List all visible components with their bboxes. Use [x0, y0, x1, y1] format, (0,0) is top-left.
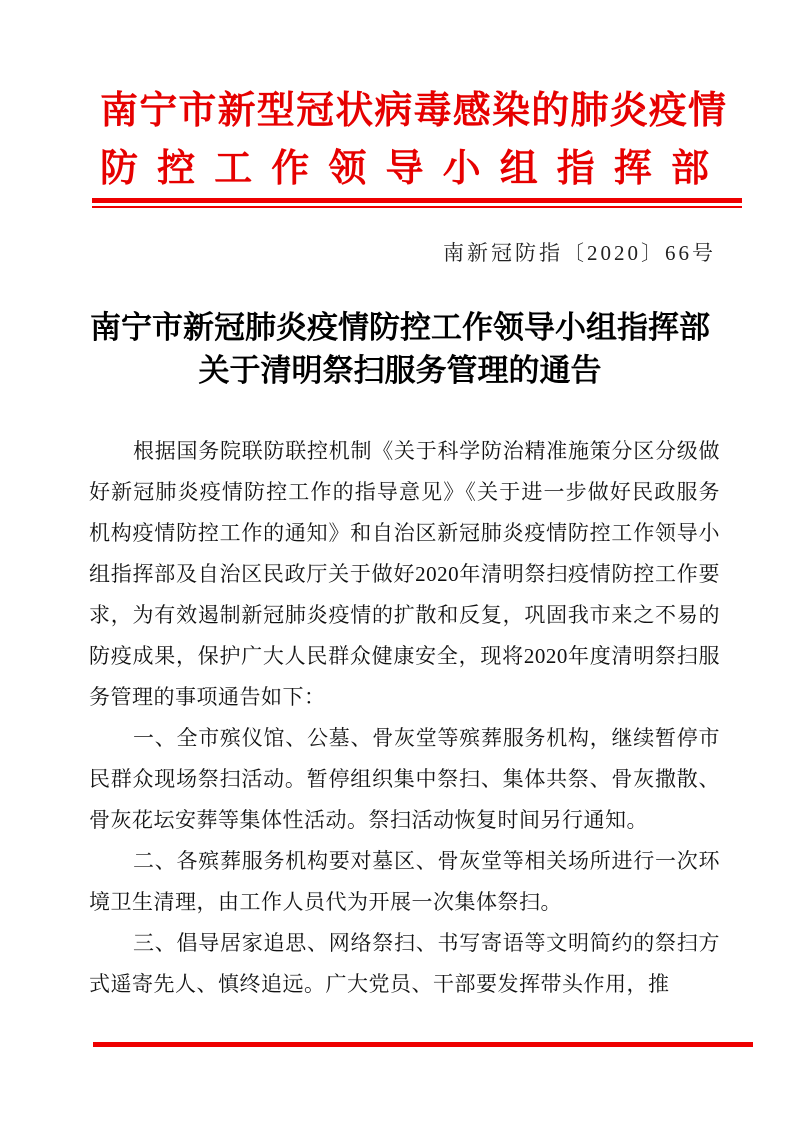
letterhead-line-1: 南宁市新型冠状病毒感染的肺炎疫情 — [100, 90, 728, 132]
page-bottom-rule — [93, 1042, 753, 1047]
letterhead — [100, 82, 728, 198]
letterhead-divider-thin-line — [92, 206, 742, 208]
letterhead-line-2: 防控工作领导小组指挥部 — [100, 148, 729, 190]
letterhead-divider-thick-line — [92, 198, 742, 203]
document-body — [89, 431, 720, 1005]
body-paragraph-item-3: 三、倡导居家追思、网络祭扫、书写寄语等文明简约的祭扫方式遥寄先人、慎终追远。广大党员、干部要发挥带头作用，推 — [89, 931, 720, 996]
document-title-line-1: 南宁市新冠肺炎疫情防控工作领导小组指挥部 — [90, 310, 710, 345]
body-paragraph-item-1: 一、全市殡仪馆、公墓、骨灰堂等殡葬服务机构，继续暂停市民群众现场祭扫活动。暂停组织集中祭扫、集体共祭、骨灰撒散、骨灰花坛安葬等集体性活动。祭扫活动恢复时间另行通知。 — [89, 726, 720, 832]
document-reference-number: 南新冠防指〔2020〕66号 — [443, 241, 716, 265]
document-title — [0, 306, 800, 392]
body-paragraph-item-2: 二、各殡葬服务机构要对墓区、骨灰堂等相关场所进行一次环境卫生清理，由工作人员代为开展一次集体祭扫。 — [89, 849, 720, 914]
letterhead-divider — [92, 198, 742, 208]
body-paragraph-intro: 根据国务院联防联控机制《关于科学防治精准施策分区分级做好新冠肺炎疫情防控工作的指导意见》《关于进一步做好民政服务机构疫情防控工作的通知》和自治区新冠肺炎疫情防控工作领导小组指挥部及自治区民政厅关于做好2020年清明祭扫疫情防控工作要求，为有效遏制新冠肺炎疫情的扩散和反复，巩固我市来之不易的防疫成果，保护广大人民群众健康安全，现将2020年度清明祭扫服务管理的事项通告如下： — [89, 439, 720, 709]
document-title-line-2: 关于清明祭扫服务管理的通告 — [198, 353, 602, 388]
